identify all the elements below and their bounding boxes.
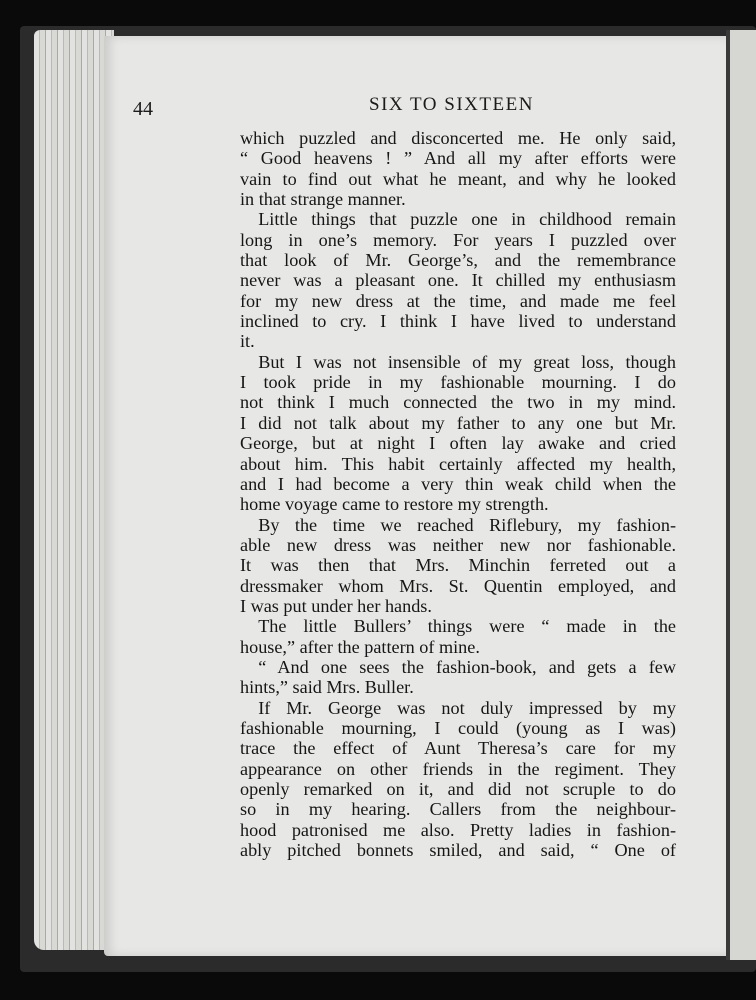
text-line: If Mr. George was not duly impressed by my [240, 697, 676, 718]
text-line: house,” after the pattern of mine. [240, 636, 480, 657]
text-line: appearance on other friends in the regiment. They [240, 758, 676, 779]
text-line: vain to find out what he meant, and why he looked [240, 168, 676, 189]
running-head [133, 58, 679, 120]
page-edges [34, 30, 114, 950]
facing-page-edge [726, 30, 756, 960]
book-title: SIX TO SIXTEEN [369, 94, 534, 115]
text-line: I did not talk about my father to any one but Mr. [240, 412, 676, 433]
text-line: “ And one sees the fashion-book, and gets a few [240, 656, 676, 677]
text-line: hints,” said Mrs. Buller. [240, 677, 414, 698]
text-line: ably pitched bonnets smiled, and said, “ One of [240, 840, 676, 861]
text-line: But I was not insensible of my great loss, though [240, 351, 676, 372]
text-line: never was a pleasant one. It chilled my enthusiasm [240, 270, 676, 291]
text-line: I was put under her hands. [240, 595, 432, 616]
text-line: which puzzled and disconcerted me. He only said, [240, 128, 676, 148]
text-line: that look of Mr. George’s, and the remembrance [240, 250, 676, 271]
text-line: fashionable mourning, I could (young as I was) [240, 717, 676, 738]
text-line: openly remarked on it, and did not scruple to do [240, 779, 676, 799]
text-line: and I had become a very thin weak child when the [240, 473, 676, 494]
text-line: not think I much connected the two in my mind. [240, 392, 676, 413]
text-line: in that strange manner. [240, 189, 406, 210]
text-line: By the time we reached Riflebury, my fashion- [240, 514, 676, 535]
text-line: inclined to cry. I think I have lived to understand [240, 311, 676, 332]
text-line: about him. This habit certainly affected my health, [240, 453, 676, 474]
text-line: George, but at night I often lay awake and cried [240, 433, 676, 454]
text-line: so in my hearing. Callers from the neighbour- [240, 799, 676, 820]
text-line: Little things that puzzle one in childhood remain [240, 209, 676, 230]
text-line: trace the effect of Aunt Theresa’s care for my [240, 738, 676, 759]
text-line: It was then that Mrs. Minchin ferreted out a [240, 555, 676, 576]
text-line: The little Bullers’ things were “ made in the [240, 616, 676, 637]
text-line: I took pride in my fashionable mourning. I do [240, 372, 676, 393]
text-line: able new dress was neither new nor fashionable. [240, 534, 676, 555]
text-line: long in one’s memory. For years I puzzled over [240, 229, 676, 250]
text-line: home voyage came to restore my strength. [240, 494, 549, 515]
page-number: 44 [133, 98, 153, 120]
text-line: dressmaker whom Mrs. St. Quentin employed, and [240, 575, 676, 596]
text-line: for my new dress at the time, and made me feel [240, 290, 676, 311]
body-text [240, 128, 676, 860]
text-line: it. [240, 331, 255, 352]
text-line: hood patronised me also. Pretty ladies in fashion- [240, 819, 676, 840]
text-line: “ Good heavens ! ” And all my after efforts were [240, 148, 676, 169]
